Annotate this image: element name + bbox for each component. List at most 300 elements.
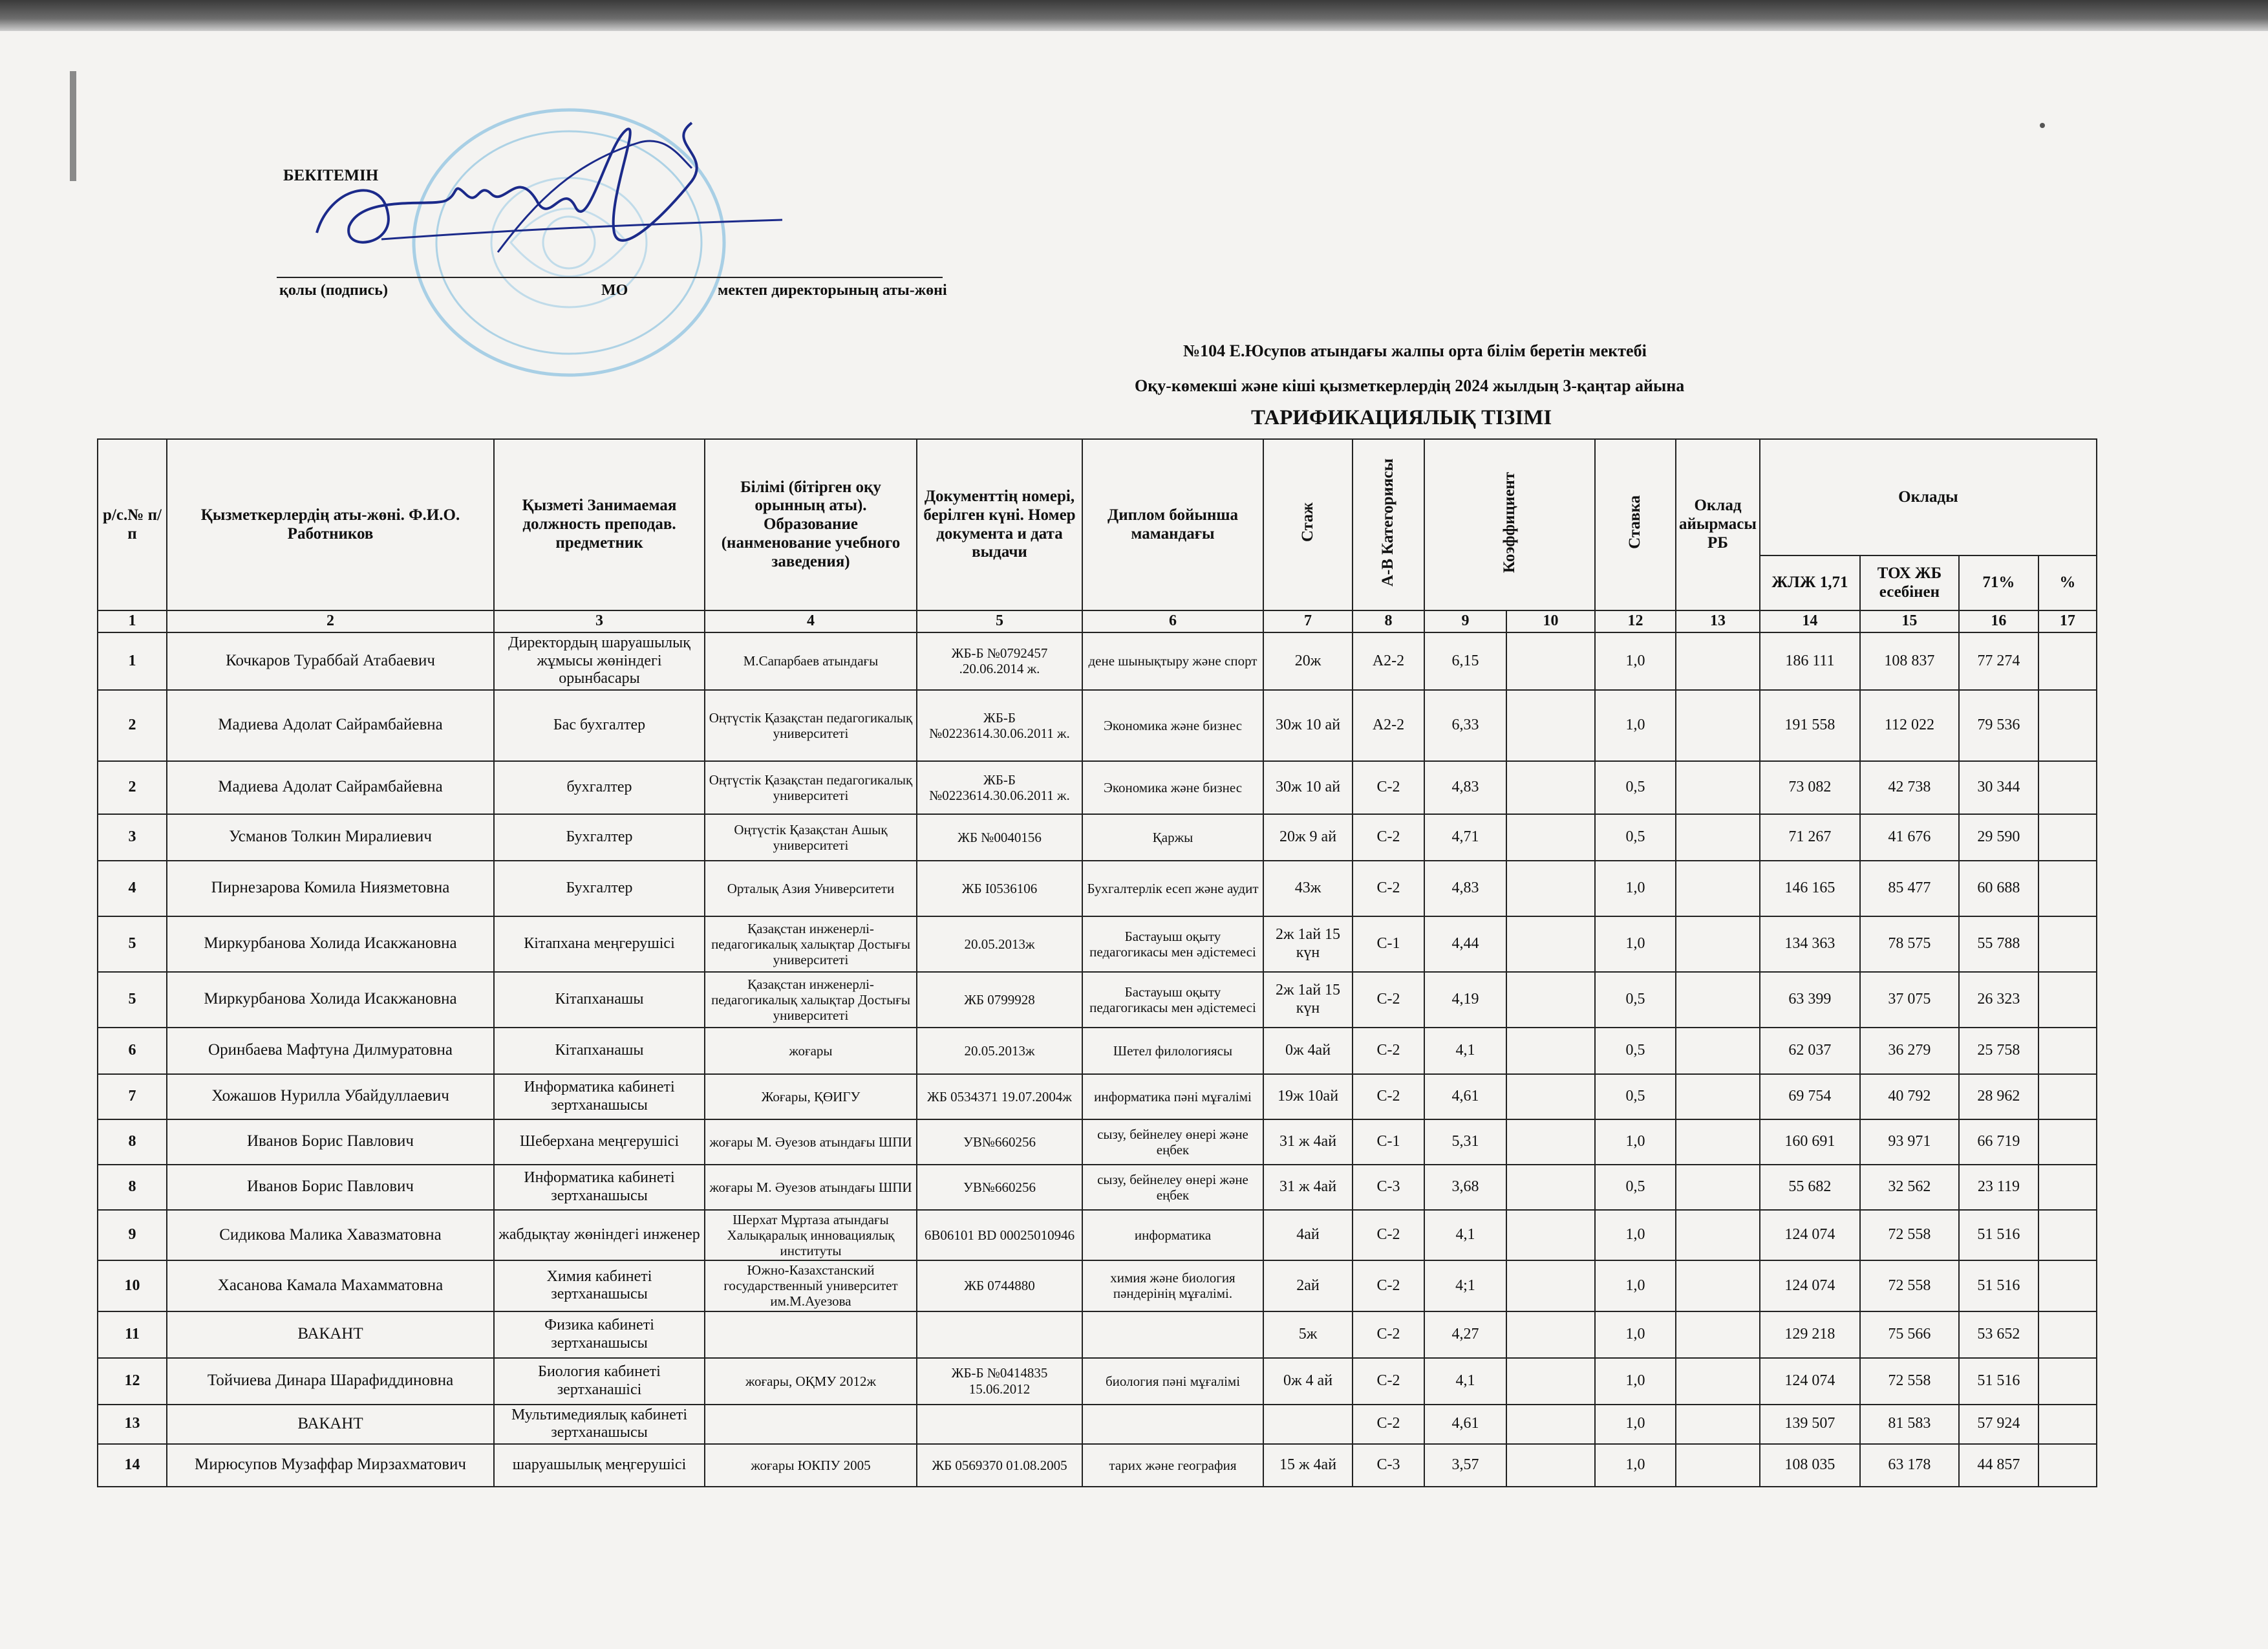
experience: 5ж	[1263, 1311, 1353, 1358]
salary-3: 25 758	[1959, 1028, 2038, 1074]
coefficient: 4,61	[1424, 1074, 1506, 1119]
education: Қазақстан инженерлі-педагогикалық халықтар Достығы университеті	[705, 972, 917, 1028]
header-sub2: ТОХ ЖБ есебінен	[1860, 555, 1959, 610]
salary-rb	[1676, 1444, 1760, 1487]
experience: 4ай	[1263, 1210, 1353, 1260]
salary-rb	[1676, 1311, 1760, 1358]
salary-rb	[1676, 814, 1760, 861]
salary-2: 112 022	[1860, 690, 1959, 761]
specialty: химия және биология пәндерінің мұғалімі.	[1082, 1260, 1263, 1311]
table-row	[98, 761, 2097, 814]
salary-2: 42 738	[1860, 761, 1959, 814]
salary-2: 32 562	[1860, 1165, 1959, 1210]
employee-name: Хожашов Нурилла Убайдуллаевич	[167, 1074, 494, 1119]
salary-4	[2038, 1311, 2097, 1358]
rate: 1,0	[1595, 1444, 1676, 1487]
column-number: 1	[98, 610, 167, 632]
employee-name: Мадиева Адолат Сайрамбайевна	[167, 761, 494, 814]
salary-2: 37 075	[1860, 972, 1959, 1028]
coefficient: 4,1	[1424, 1028, 1506, 1074]
category: С-2	[1353, 814, 1424, 861]
salary-4	[2038, 972, 2097, 1028]
employee-name: Тойчиева Динара Шарафиддиновна	[167, 1358, 494, 1405]
salary-1: 124 074	[1760, 1358, 1860, 1405]
row-number: 5	[98, 916, 167, 972]
category: С-2	[1353, 1405, 1424, 1444]
position: Кітапхана меңгерушісі	[494, 916, 705, 972]
experience: 20ж 9 ай	[1263, 814, 1353, 861]
category: С-3	[1353, 1165, 1424, 1210]
position: Кітапханашы	[494, 1028, 705, 1074]
column-number: 9	[1424, 610, 1506, 632]
salary-2: 72 558	[1860, 1260, 1959, 1311]
salary-rb	[1676, 861, 1760, 916]
row-number: 7	[98, 1074, 167, 1119]
position: Кітапханашы	[494, 972, 705, 1028]
column-number: 8	[1353, 610, 1424, 632]
salary-4	[2038, 916, 2097, 972]
document: ЖБ 0799928	[917, 972, 1082, 1028]
coefficient: 3,57	[1424, 1444, 1506, 1487]
experience: 43ж	[1263, 861, 1353, 916]
salary-4	[2038, 861, 2097, 916]
education: Қазақстан инженерлі-педагогикалық халықтар Достығы университеті	[705, 916, 917, 972]
document: 6В06101 BD 00025010946	[917, 1210, 1082, 1260]
document	[917, 1405, 1082, 1444]
position: Информатика кабинеті зертханашысы	[494, 1074, 705, 1119]
category: С-2	[1353, 1260, 1424, 1311]
coefficient: 4,44	[1424, 916, 1506, 972]
document: ЖБ-Б №0223614.30.06.2011 ж.	[917, 761, 1082, 814]
document: УВ№660256	[917, 1119, 1082, 1165]
salary-3: 53 652	[1959, 1311, 2038, 1358]
document	[917, 1311, 1082, 1358]
coefficient: 6,33	[1424, 690, 1506, 761]
salary-4	[2038, 761, 2097, 814]
salary-1: 108 035	[1760, 1444, 1860, 1487]
employee-name: Мирюсупов Музаффар Мирзахматович	[167, 1444, 494, 1487]
column-number: 2	[167, 610, 494, 632]
education	[705, 1311, 917, 1358]
extra-col-10	[1506, 1165, 1595, 1210]
extra-col-10	[1506, 1358, 1595, 1405]
experience: 0ж 4ай	[1263, 1028, 1353, 1074]
coefficient: 4,61	[1424, 1405, 1506, 1444]
category: С-1	[1353, 1119, 1424, 1165]
employee-name: Иванов Борис Павлович	[167, 1165, 494, 1210]
extra-col-10	[1506, 1405, 1595, 1444]
category: С-2	[1353, 1311, 1424, 1358]
education: Оңтүстік Қазақстан педагогикалық университеті	[705, 761, 917, 814]
specialty: дене шынықтыру және спорт	[1082, 632, 1263, 690]
salary-3: 23 119	[1959, 1165, 2038, 1210]
position: Бухгалтер	[494, 861, 705, 916]
position: Информатика кабинеті зертханашысы	[494, 1165, 705, 1210]
header-sub3: 71%	[1959, 555, 2038, 610]
table-row	[98, 1444, 2097, 1487]
extra-col-10	[1506, 761, 1595, 814]
extra-col-10	[1506, 1119, 1595, 1165]
specialty	[1082, 1405, 1263, 1444]
salary-2: 72 558	[1860, 1210, 1959, 1260]
rate: 0,5	[1595, 1028, 1676, 1074]
salary-1: 55 682	[1760, 1165, 1860, 1210]
category: А2-2	[1353, 632, 1424, 690]
row-number: 1	[98, 632, 167, 690]
scan-top-edge	[0, 0, 2268, 31]
extra-col-10	[1506, 690, 1595, 761]
salary-4	[2038, 1074, 2097, 1119]
column-number: 6	[1082, 610, 1263, 632]
salary-rb	[1676, 1165, 1760, 1210]
header-salaries: Оклады	[1760, 439, 2097, 555]
header-position: Қызметі Занимаемая должность преподав. предметник	[494, 439, 705, 610]
extra-col-10	[1506, 861, 1595, 916]
salary-4	[2038, 1210, 2097, 1260]
table-row	[98, 1119, 2097, 1165]
salary-2: 36 279	[1860, 1028, 1959, 1074]
row-number: 2	[98, 690, 167, 761]
position: Физика кабинеті зертханашысы	[494, 1311, 705, 1358]
salary-rb	[1676, 1210, 1760, 1260]
experience: 2ай	[1263, 1260, 1353, 1311]
column-number: 5	[917, 610, 1082, 632]
experience	[1263, 1405, 1353, 1444]
row-number: 12	[98, 1358, 167, 1405]
column-number: 17	[2038, 610, 2097, 632]
category: С-2	[1353, 1358, 1424, 1405]
employee-name: Иванов Борис Павлович	[167, 1119, 494, 1165]
salary-3: 51 516	[1959, 1210, 2038, 1260]
education: Жоғары, ҚӨИГУ	[705, 1074, 917, 1119]
category: С-3	[1353, 1444, 1424, 1487]
experience: 0ж 4 ай	[1263, 1358, 1353, 1405]
document: ЖБ №0040156	[917, 814, 1082, 861]
specialty: биология пәні мұғалімі	[1082, 1358, 1263, 1405]
position: шаруашылық меңгерушісі	[494, 1444, 705, 1487]
header-num: р/с.№ п/п	[98, 439, 167, 610]
employee-name: Мадиева Адолат Сайрамбайевна	[167, 690, 494, 761]
salary-3: 57 924	[1959, 1405, 2038, 1444]
signature-icon	[304, 103, 795, 285]
specialty: информатика	[1082, 1210, 1263, 1260]
education: Оңтүстік Қазақстан педагогикалық университеті	[705, 690, 917, 761]
scan-left-mark	[70, 71, 76, 181]
column-number: 10	[1506, 610, 1595, 632]
rate: 1,0	[1595, 1260, 1676, 1311]
specialty: Бастауыш оқыту педагогикасы мен әдістемесі	[1082, 916, 1263, 972]
position: Химия кабинеті зертханашысы	[494, 1260, 705, 1311]
salary-2: 78 575	[1860, 916, 1959, 972]
education: жоғары	[705, 1028, 917, 1074]
salary-4	[2038, 1444, 2097, 1487]
row-number: 4	[98, 861, 167, 916]
salary-3: 79 536	[1959, 690, 2038, 761]
experience: 19ж 10ай	[1263, 1074, 1353, 1119]
salary-2: 93 971	[1860, 1119, 1959, 1165]
salary-3: 51 516	[1959, 1358, 2038, 1405]
salary-1: 124 074	[1760, 1260, 1860, 1311]
salary-1: 134 363	[1760, 916, 1860, 972]
salary-1: 71 267	[1760, 814, 1860, 861]
row-number: 10	[98, 1260, 167, 1311]
school-name: №104 Е.Юсупов атындағы жалпы орта білім беретін мектебі	[1183, 341, 1647, 360]
education: жоғары ЮКПУ 2005	[705, 1444, 917, 1487]
header-salary-rb: Оклад айырмасы РБ	[1676, 439, 1760, 610]
specialty: сызу, бейнелеу өнері және еңбек	[1082, 1119, 1263, 1165]
education: жоғары, ОҚМУ 2012ж	[705, 1358, 917, 1405]
employee-name: Кочкаров Тураббай Атабаевич	[167, 632, 494, 690]
education: Орталық Азия Университети	[705, 861, 917, 916]
education: жоғары М. Әуезов атындағы ШПИ	[705, 1165, 917, 1210]
education: Южно-Казахстанский государственный университет им.М.Ауезова	[705, 1260, 917, 1311]
document: ЖБ 0569370 01.08.2005	[917, 1444, 1082, 1487]
salary-1: 139 507	[1760, 1405, 1860, 1444]
extra-col-10	[1506, 1028, 1595, 1074]
column-number: 15	[1860, 610, 1959, 632]
header-education: Білімі (бітірген оқу орынның аты). Образование (нанменование учебного заведения)	[705, 439, 917, 610]
salary-rb	[1676, 1405, 1760, 1444]
document: ЖБ 0744880	[917, 1260, 1082, 1311]
salary-3: 26 323	[1959, 972, 2038, 1028]
category: С-2	[1353, 761, 1424, 814]
coefficient: 5,31	[1424, 1119, 1506, 1165]
salary-2: 72 558	[1860, 1358, 1959, 1405]
salary-3: 77 274	[1959, 632, 2038, 690]
category: С-2	[1353, 1028, 1424, 1074]
table-row	[98, 1210, 2097, 1260]
document: ЖБ 0534371 19.07.2004ж	[917, 1074, 1082, 1119]
education: М.Сапарбаев атындағы	[705, 632, 917, 690]
specialty: сызу, бейнелеу өнері және еңбек	[1082, 1165, 1263, 1210]
row-number: 8	[98, 1119, 167, 1165]
rate: 1,0	[1595, 1405, 1676, 1444]
salary-3: 51 516	[1959, 1260, 2038, 1311]
row-number: 13	[98, 1405, 167, 1444]
employee-name: Оринбаева Мафтуна Дилмуратовна	[167, 1028, 494, 1074]
experience: 31 ж 4ай	[1263, 1119, 1353, 1165]
specialty: Экономика және бизнес	[1082, 761, 1263, 814]
salary-3: 29 590	[1959, 814, 2038, 861]
position: Бухгалтер	[494, 814, 705, 861]
category: С-2	[1353, 1210, 1424, 1260]
column-number: 13	[1676, 610, 1760, 632]
salary-rb	[1676, 1119, 1760, 1165]
header-rate: Ставка	[1595, 439, 1676, 610]
employee-name: Усманов Толкин Миралиевич	[167, 814, 494, 861]
document: ЖБ-Б №0792457 .20.06.2014 ж.	[917, 632, 1082, 690]
category: С-2	[1353, 861, 1424, 916]
salary-2: 63 178	[1860, 1444, 1959, 1487]
salary-4	[2038, 632, 2097, 690]
salary-1: 191 558	[1760, 690, 1860, 761]
header-name: Қызметкерлердің аты-жөні. Ф.И.О. Работников	[167, 439, 494, 610]
specialty: Шетел филологиясы	[1082, 1028, 1263, 1074]
position: Шеберхана меңгерушісі	[494, 1119, 705, 1165]
salary-rb	[1676, 761, 1760, 814]
row-number: 5	[98, 972, 167, 1028]
coefficient: 4,1	[1424, 1358, 1506, 1405]
rate: 1,0	[1595, 861, 1676, 916]
column-number: 3	[494, 610, 705, 632]
extra-col-10	[1506, 972, 1595, 1028]
document-title: ТАРИФИКАЦИЯЛЫҚ ТІЗІМІ	[1251, 406, 1552, 429]
experience: 31 ж 4ай	[1263, 1165, 1353, 1210]
salary-rb	[1676, 1358, 1760, 1405]
extra-col-10	[1506, 814, 1595, 861]
salary-4	[2038, 690, 2097, 761]
position: Биология кабинеті зертханашісі	[494, 1358, 705, 1405]
rate: 1,0	[1595, 690, 1676, 761]
header-specialty: Диплом бойынша мамандағы	[1082, 439, 1263, 610]
salary-1: 146 165	[1760, 861, 1860, 916]
extra-col-10	[1506, 1260, 1595, 1311]
salary-rb	[1676, 632, 1760, 690]
coefficient: 4,71	[1424, 814, 1506, 861]
salary-rb	[1676, 1028, 1760, 1074]
coefficient: 4,27	[1424, 1311, 1506, 1358]
salary-rb	[1676, 972, 1760, 1028]
extra-col-10	[1506, 916, 1595, 972]
rate: 1,0	[1595, 1311, 1676, 1358]
experience: 15 ж 4ай	[1263, 1444, 1353, 1487]
specialty: тарих және география	[1082, 1444, 1263, 1487]
extra-col-10	[1506, 1444, 1595, 1487]
education: жоғары М. Әуезов атындағы ШПИ	[705, 1119, 917, 1165]
salary-1: 63 399	[1760, 972, 1860, 1028]
salary-4	[2038, 1405, 2097, 1444]
stamp-label: МО	[601, 282, 628, 299]
salary-4	[2038, 1260, 2097, 1311]
row-number: 14	[98, 1444, 167, 1487]
column-number-row	[98, 610, 2097, 632]
position: Мультимедиялық кабинеті зертханашысы	[494, 1405, 705, 1444]
extra-col-10	[1506, 1210, 1595, 1260]
document: ЖБ-Б №0414835 15.06.2012	[917, 1358, 1082, 1405]
rate: 0,5	[1595, 761, 1676, 814]
table-row	[98, 814, 2097, 861]
education: Шерхат Мұртаза атындағы Халықаралық инновациялық институты	[705, 1210, 917, 1260]
table-row	[98, 861, 2097, 916]
salary-1: 73 082	[1760, 761, 1860, 814]
rate: 0,5	[1595, 1165, 1676, 1210]
director-label: мектеп директорының аты-жөні	[718, 282, 947, 299]
education	[705, 1405, 917, 1444]
salary-1: 129 218	[1760, 1311, 1860, 1358]
salary-3: 44 857	[1959, 1444, 2038, 1487]
header-experience: Стаж	[1263, 439, 1353, 610]
education: Оңтүстік Қазақстан Ашық университеті	[705, 814, 917, 861]
position: жабдықтау жөніндегі инженер	[494, 1210, 705, 1260]
employee-name: Пирнезарова Комила Ниязметовна	[167, 861, 494, 916]
specialty: Бухгалтерлік есеп және аудит	[1082, 861, 1263, 916]
employee-name: Сидикова Малика Хавазматовна	[167, 1210, 494, 1260]
salary-2: 40 792	[1860, 1074, 1959, 1119]
rate: 1,0	[1595, 1358, 1676, 1405]
row-number: 3	[98, 814, 167, 861]
experience: 30ж 10 ай	[1263, 690, 1353, 761]
extra-col-10	[1506, 1074, 1595, 1119]
scan-dot	[2040, 123, 2045, 128]
salary-1: 62 037	[1760, 1028, 1860, 1074]
coefficient: 4,83	[1424, 761, 1506, 814]
salary-rb	[1676, 1074, 1760, 1119]
column-number: 16	[1959, 610, 2038, 632]
rate: 0,5	[1595, 814, 1676, 861]
table-row	[98, 1358, 2097, 1405]
salary-4	[2038, 1358, 2097, 1405]
salary-4	[2038, 1028, 2097, 1074]
table-row	[98, 690, 2097, 761]
employee-name: ВАКАНТ	[167, 1311, 494, 1358]
row-number: 9	[98, 1210, 167, 1260]
document: ЖБ I0536106	[917, 861, 1082, 916]
salary-1: 186 111	[1760, 632, 1860, 690]
table-row	[98, 916, 2097, 972]
document-subtitle: Оқу-көмекші және кіші қызметкерлердің 2024 жылдың 3-қаңтар айына	[1135, 376, 1685, 395]
salary-3: 66 719	[1959, 1119, 2038, 1165]
rate: 1,0	[1595, 916, 1676, 972]
salary-3: 55 788	[1959, 916, 2038, 972]
table-body	[98, 632, 2097, 1487]
rate: 1,0	[1595, 1210, 1676, 1260]
position: Директордың шаруашылық жұмысы жөніндегі орынбасары	[494, 632, 705, 690]
table-row	[98, 1074, 2097, 1119]
experience: 2ж 1ай 15 күн	[1263, 916, 1353, 972]
document: ЖБ-Б №0223614.30.06.2011 ж.	[917, 690, 1082, 761]
row-number: 2	[98, 761, 167, 814]
rate: 0,5	[1595, 972, 1676, 1028]
position: Бас бухгалтер	[494, 690, 705, 761]
tariff-table	[97, 438, 2097, 1487]
employee-name: Хасанова Камала Махамматовна	[167, 1260, 494, 1311]
signature-label: қолы (подпись)	[279, 282, 388, 299]
coefficient: 4;1	[1424, 1260, 1506, 1311]
approval-title: БЕКІТЕМІН	[283, 167, 379, 184]
experience: 2ж 1ай 15 күн	[1263, 972, 1353, 1028]
salary-rb	[1676, 916, 1760, 972]
table-row	[98, 1028, 2097, 1074]
position: бухгалтер	[494, 761, 705, 814]
salary-4	[2038, 1165, 2097, 1210]
salary-3: 60 688	[1959, 861, 2038, 916]
category: С-2	[1353, 1074, 1424, 1119]
table-row	[98, 972, 2097, 1028]
employee-name: Миркурбанова Холида Исакжановна	[167, 916, 494, 972]
header-document: Документтің номері, берілген күні. Номер документа и дата выдачи	[917, 439, 1082, 610]
salary-2: 108 837	[1860, 632, 1959, 690]
salary-1: 124 074	[1760, 1210, 1860, 1260]
row-number: 11	[98, 1311, 167, 1358]
specialty	[1082, 1311, 1263, 1358]
header-coefficient: Коэффициент	[1424, 439, 1595, 610]
row-number: 6	[98, 1028, 167, 1074]
column-number: 7	[1263, 610, 1353, 632]
category: С-2	[1353, 972, 1424, 1028]
signature-line	[277, 277, 943, 278]
salary-4	[2038, 814, 2097, 861]
header-category: А-В Категориясы	[1353, 439, 1424, 610]
header-sub1: ЖЛЖ 1,71	[1760, 555, 1860, 610]
rate: 1,0	[1595, 1119, 1676, 1165]
table-row	[98, 632, 2097, 690]
document: 20.05.2013ж	[917, 916, 1082, 972]
specialty: Бастауыш оқыту педагогикасы мен әдістемесі	[1082, 972, 1263, 1028]
salary-2: 41 676	[1860, 814, 1959, 861]
salary-4	[2038, 1119, 2097, 1165]
table-row	[98, 1405, 2097, 1444]
salary-3: 28 962	[1959, 1074, 2038, 1119]
